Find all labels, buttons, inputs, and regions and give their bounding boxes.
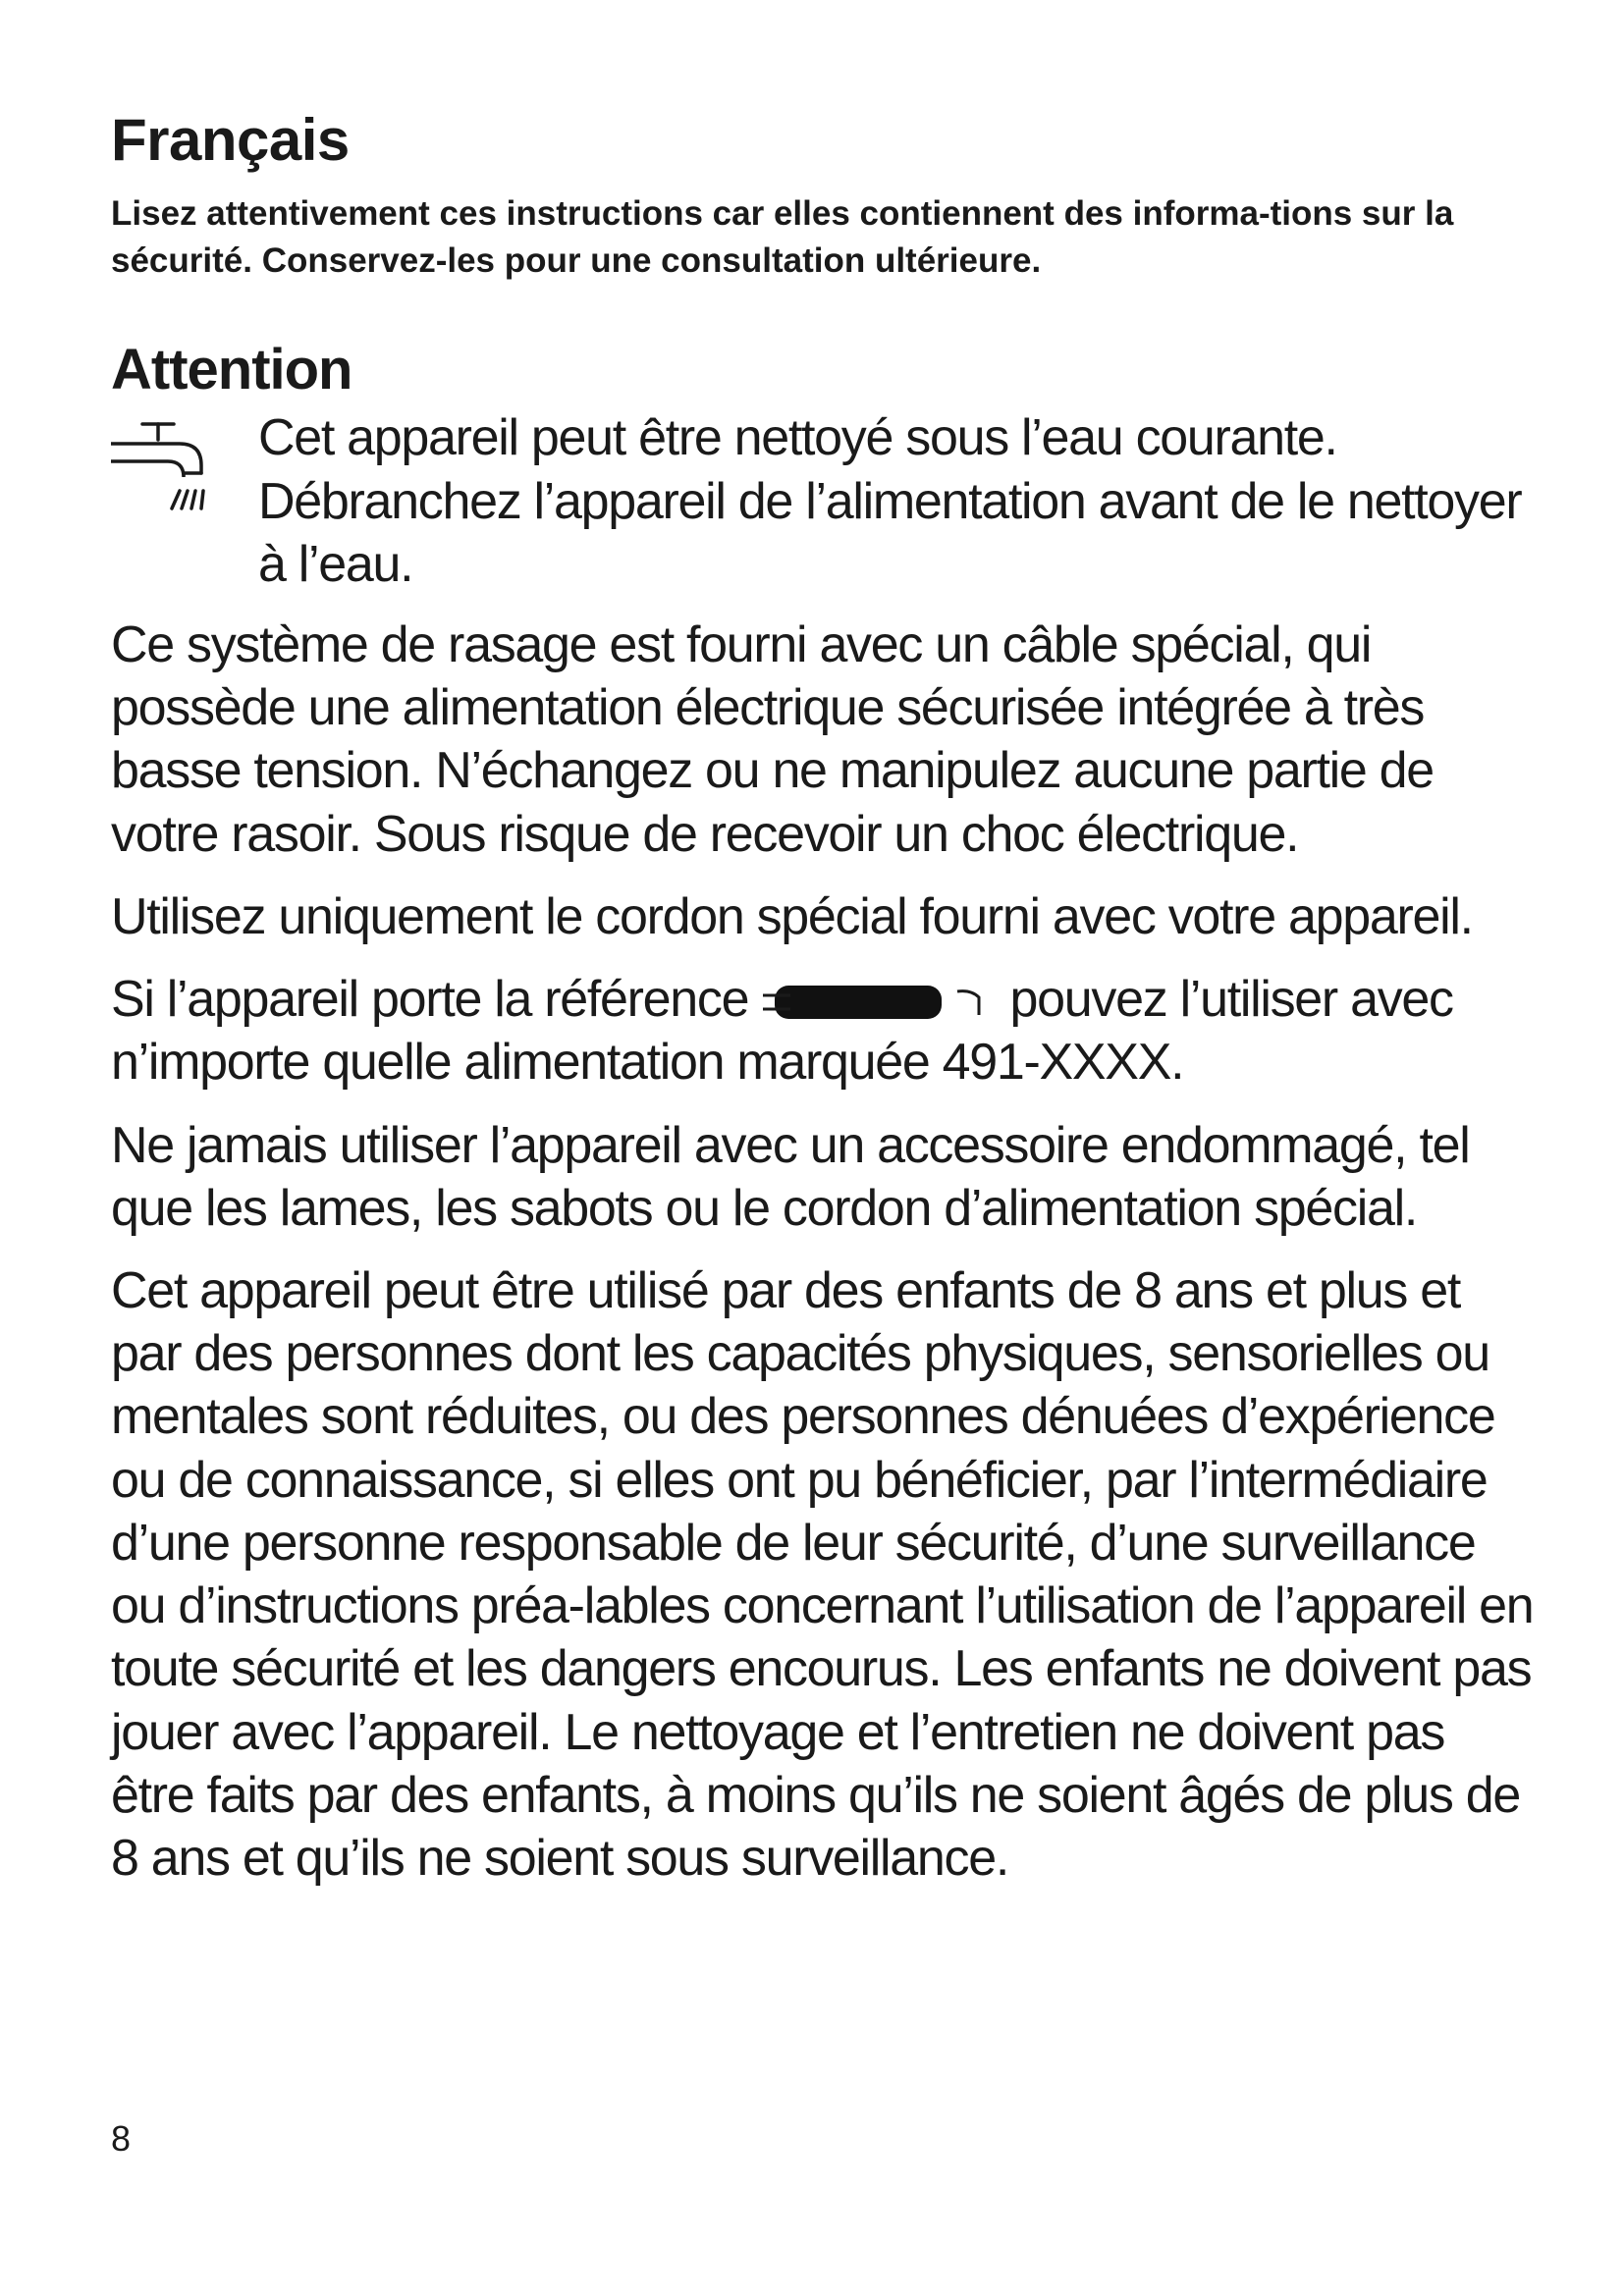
language-heading: Français xyxy=(111,107,350,173)
document-page xyxy=(111,108,1535,1909)
redacted-reference xyxy=(761,980,997,1025)
intro-paragraph: Lisez attentivement ces instructions car elles contiennent des informa-tions sur la sécurité. Conservez-les pour une consultation ultérieure. xyxy=(111,194,1454,281)
reference-paragraph xyxy=(111,968,1535,1094)
tap-water-icon xyxy=(111,406,258,537)
reference-text-before: Si l’appareil porte la référence xyxy=(111,971,749,1029)
children-paragraph: Cet appareil peut être utilisé par des enfants de 8 ans et plus et par des personnes dont les capacités physiques, sensorielles ou mentales sont réduites, ou des personnes dénuées d’expérience ou de connaissance, si elles ont pu bénéficier, par l’intermédiaire d’une personne responsable de leur sécurité, d’une surveillance ou d’instructions préa-lables concernant l’utilisation de l’appareil en toute sécurité et les dangers encourus. Les enfants ne doivent pas jouer avec l’appareil. Le nettoyage et l’entretien ne doivent pas être faits par des enfants, à moins qu’ils ne soient âgés de plus de 8 ans et qu’ils ne soient sous surveillance. xyxy=(111,1262,1534,1887)
cable-paragraph: Ce système de rasage est fourni avec un câble spécial, qui possède une alimentation électrique sécurisée intégrée à très basse tension. N’échangez ou ne manipulez aucune partie de votre rasoir. Sous risque de recevoir un choc électrique. xyxy=(111,616,1434,863)
attention-heading: Attention xyxy=(111,337,352,401)
damaged-accessory-paragraph: Ne jamais utiliser l’appareil avec un accessoire endommagé, tel que les lames, les sabots ou le cordon d’alimentation spécial. xyxy=(111,1116,1470,1237)
reference-text-after: pouvez l’utiliser avec n’importe quelle alimentation marquée 491-XXXX. xyxy=(111,971,1453,1092)
cord-paragraph: Utilisez uniquement le cordon spécial fourni avec votre appareil. xyxy=(111,887,1473,945)
warning-text: Cet appareil peut être nettoyé sous l’eau courante. Débranchez l’appareil de l’alimentation avant de le nettoyer à l’eau. xyxy=(258,409,1522,593)
warning-block xyxy=(111,406,1535,596)
page-number: 8 xyxy=(111,2118,132,2159)
